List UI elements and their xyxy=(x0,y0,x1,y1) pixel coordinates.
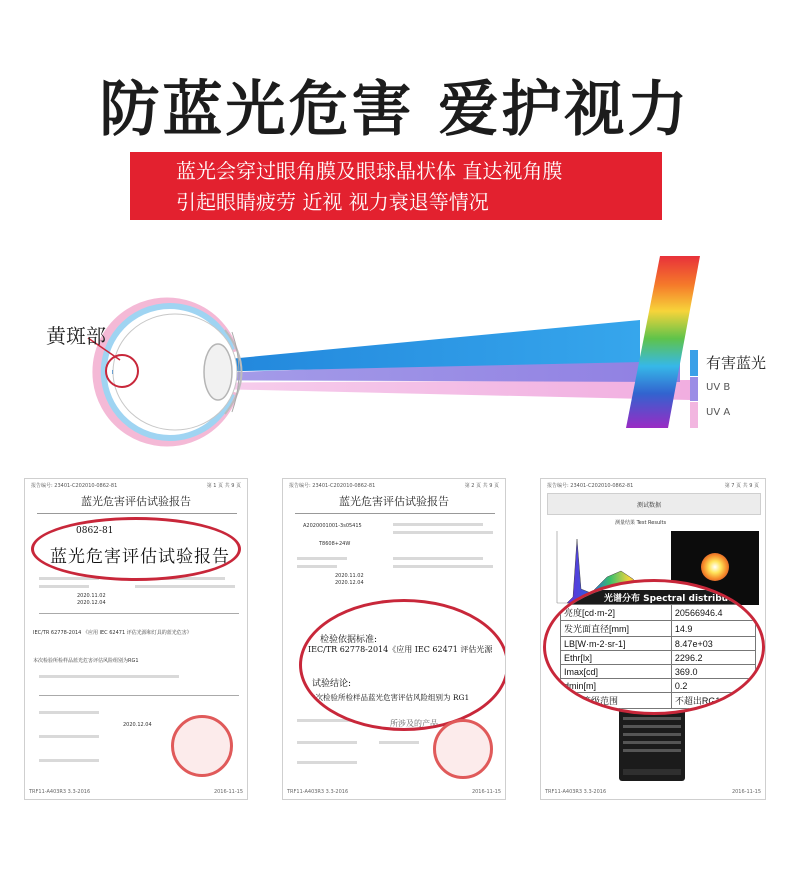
legend-swatch-uva xyxy=(690,402,698,428)
test-report-page-1 xyxy=(24,478,248,800)
official-seal xyxy=(171,715,233,777)
page-indicator: 第 2 页 共 9 页 xyxy=(464,483,499,489)
spectral-data-table xyxy=(560,604,756,709)
table-row: 安全等级范围 不超出RG1 xyxy=(561,693,756,709)
zoom-report-title: 蓝光危害评估试验报告 xyxy=(50,547,230,567)
zoom-conclusion: 本次检验所检样品蓝光危害评估风险组别为 RG1 xyxy=(308,693,470,702)
legend-label-uva: UV A xyxy=(706,407,731,418)
table-row: dmin[m] 0.2 xyxy=(561,679,756,693)
eye-icon xyxy=(97,302,242,442)
report-magnifier xyxy=(299,599,506,731)
report-date-2: 2020.12.04 xyxy=(335,580,364,586)
zoom-basis-label: 检验依据标准: xyxy=(320,635,378,645)
report-date-2: 2020.12.04 xyxy=(77,600,106,606)
zoom-tail: 所涉及的产品 xyxy=(390,719,438,728)
report-magnifier xyxy=(31,517,241,581)
macula-label: 黄斑部 xyxy=(46,324,106,348)
spectral-table-title: 光谱分布 Spectral distributi xyxy=(604,594,736,604)
report-standard: IEC/TR 62778-2014 《应用 IEC 62471 评估光源和灯具的蓝光危害》 xyxy=(33,630,192,636)
chart-caption: 测量结果 Test Results xyxy=(615,520,667,526)
report-number: 报告编号: 23401-C202010-0862-81 xyxy=(547,483,634,489)
eye-diagram xyxy=(0,250,790,450)
report-footer-code: TRF11-A403R3 3.3-2016 xyxy=(29,789,91,795)
test-report-page-2 xyxy=(282,478,506,800)
data-section-title: 测试数据 xyxy=(637,502,662,509)
report-footer-date: 2016-11-15 xyxy=(471,789,501,795)
page-indicator: 第 1 页 共 9 页 xyxy=(206,483,241,489)
legend-label-blue: 有害蓝光 xyxy=(706,354,767,372)
sample-model: T8608+24W xyxy=(319,541,351,547)
zoom-report-number: 0862-81 xyxy=(76,526,114,536)
table-row: Ethr[lx] 2296.2 xyxy=(561,651,756,665)
report-date-1: 2020.11.02 xyxy=(335,573,364,579)
report-title: 蓝光危害评估试验报告 xyxy=(81,495,191,508)
report-number: 报告编号: 23401-C202010-0862-81 xyxy=(289,483,376,489)
legend-label-uvb: UV B xyxy=(706,382,731,393)
official-seal xyxy=(433,719,493,779)
report-footer-code: TRF11-A403R3 3.3-2016 xyxy=(545,789,607,795)
report-footer-date: 2016-11-15 xyxy=(213,789,243,795)
report-title: 蓝光危害评估试验报告 xyxy=(339,495,449,508)
headline: 防蓝光危害 爱护视力 xyxy=(99,75,691,145)
table-row: 发光面直径[mm] 14.9 xyxy=(561,621,756,637)
table-row: 亮度[cd·m-2] 20566946.4 xyxy=(561,605,756,621)
light-legend xyxy=(690,350,785,428)
legend-swatch-uvb xyxy=(690,377,698,401)
report-number: 报告编号: 23401-C202010-0862-81 xyxy=(31,483,118,489)
table-row: Imax[cd] 369.0 xyxy=(561,665,756,679)
report-date-1: 2020.11.02 xyxy=(77,593,106,599)
subtitle-line-2: 引起眼睛疲劳 近视 视力衰退等情况 xyxy=(176,190,489,214)
report-footer-date: 2016-11-15 xyxy=(731,789,761,795)
table-row: LB[W·m-2·sr-1] 8.47e+03 xyxy=(561,637,756,651)
report-footer-code: TRF11-A403R3 3.3-2016 xyxy=(287,789,349,795)
zoom-conclusion-label: 试验结论: xyxy=(312,679,352,689)
zoom-basis: IEC/TR 62778-2014《应用 IEC 62471 评估光源 xyxy=(308,645,493,654)
page-indicator: 第 7 页 共 9 页 xyxy=(724,483,759,489)
report-sign-date: 2020.12.04 xyxy=(123,722,152,728)
sample-number: A2020001001-3s05415 xyxy=(303,523,362,529)
subtitle-line-1: 蓝光会穿过眼角膜及眼球晶状体 直达视角膜 xyxy=(176,159,563,183)
legend-swatch-blue xyxy=(690,350,698,376)
test-report-page-7 xyxy=(540,478,766,800)
report-conclusion: 本次检验所检样品蓝光危害评估风险组别为RG1 xyxy=(33,658,139,664)
subtitle-box xyxy=(130,152,662,220)
spectral-table-magnifier xyxy=(543,579,765,715)
